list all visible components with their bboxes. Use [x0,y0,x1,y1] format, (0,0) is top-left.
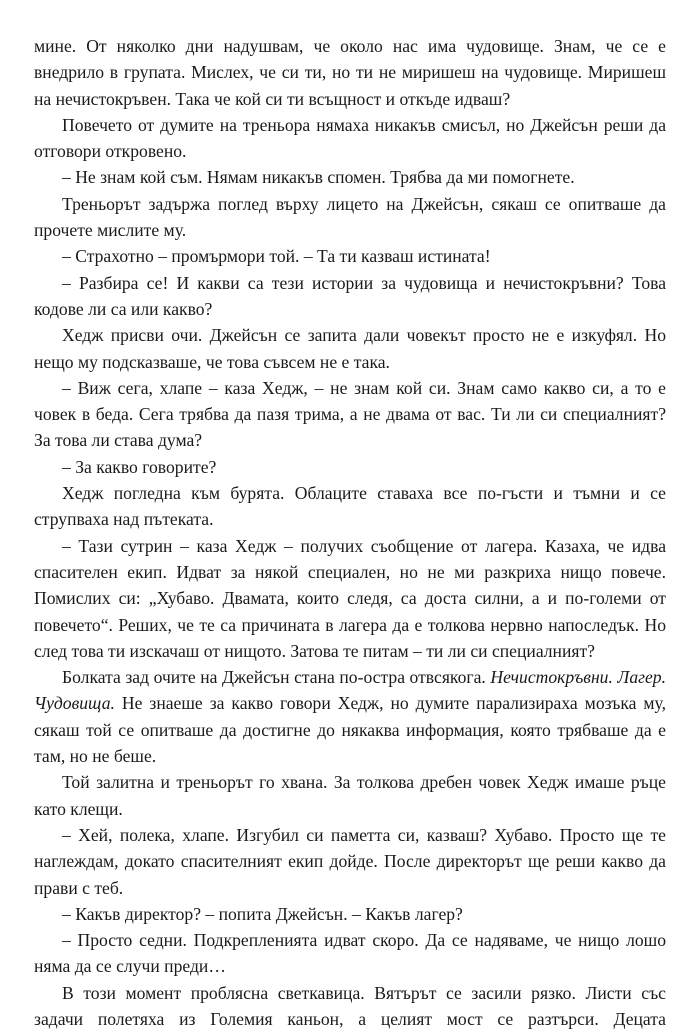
paragraph: – Виж сега, хлапе – каза Хедж, – не знам кой си. Знам само какво си, а то е човек в беда. Сега трябва да пазя трима, а не двама от вас. Ти ли си специалният? За това ли става дума? [34,377,666,451]
paragraph: – За какво говорите? [62,456,217,477]
paragraph: Той залитна и треньорът го хвана. За толкова дребен човек Хедж имаше ръце като клещи. [34,772,666,819]
paragraph: Хедж присви очи. Джейсън се запита дали човекът просто не е изкуфял. Но нещо му подсказваше, че това съвсем не е така. [34,325,666,372]
paragraph: Треньорът задържа поглед върху лицето на Джейсън, сякаш се опитваше да прочете мислите му. [34,193,666,241]
paragraph: – Не знам кой съм. Нямам никакъв спомен. Трябва да ми помогнете. [62,167,575,188]
paragraph [34,664,666,769]
paragraph: – Хей, полека, хлапе. Изгубил си паметта си, казваш? Хубаво. Просто ще те наглеждам, докато спасителният екип дойде. После директорът ще реши какво да прави с теб. [34,824,666,898]
paragraph-text: Не знаеше за какво говори Хедж, но думите парализираха мозъка му, сякаш той се опитваше да достигне до някаква информация, която трябваше да е там, но не беше. [34,693,666,767]
paragraph: – Какъв директор? – попита Джейсън. – Какъв лагер? [62,903,463,924]
paragraph: – Страхотно – промърмори той. – Та ти казваш истината! [62,246,491,267]
paragraph: – Тази сутрин – каза Хедж – получих съобщение от лагера. Казаха, че идва спасителен екип. Идват за някой специален, но не ми разкриха нищо повече. Помислих си: „Хубаво. Двамата, които следя, са доста силни, а и по-големи от повечето“. Реших, че те са причината в лагера да е толкова нервно напоследък. Но след това ти изскачаш от нищото. Затова те питам – ти ли си специалният? [34,535,666,661]
paragraph: Повечето от думите на треньора нямаха никакъв смисъл, но Джейсън реши да отговори откровено. [34,114,666,162]
paragraph: Хедж погледна към бурята. Облаците ставаха все по-гъсти и тъмни и се струпваха над пътеката. [34,483,666,530]
paragraph: – Просто седни. Подкрепленията идват скоро. Да се надяваме, че нищо лошо няма да се случи преди… [34,930,666,977]
paragraph: В този момент проблясна светкавица. Вятърът се засили рязко. Листи със задачи полетяха из Големия каньон, а целият мост се разтърси. Децата [34,982,666,1029]
paragraph-text: Болката зад очите на Джейсън стана по-остра отвсякога. [62,667,486,688]
italic-phrase: Нечистокръвни. Лагер. Чудовища. [34,667,666,714]
paragraph: – Разбира се! И какви са тези истории за чудовища и нечистокръвни? Това кодове ли са или какво? [34,272,666,319]
paragraph: мине. От няколко дни надушвам, че около нас има чудовище. Знам, че се е внедрило в групата. Мислех, че си ти, но ти не миришеш на чудовище. Миришеш на нечистокръвен. Така че кой си ти всъщност и откъде идваш? [34,36,666,109]
